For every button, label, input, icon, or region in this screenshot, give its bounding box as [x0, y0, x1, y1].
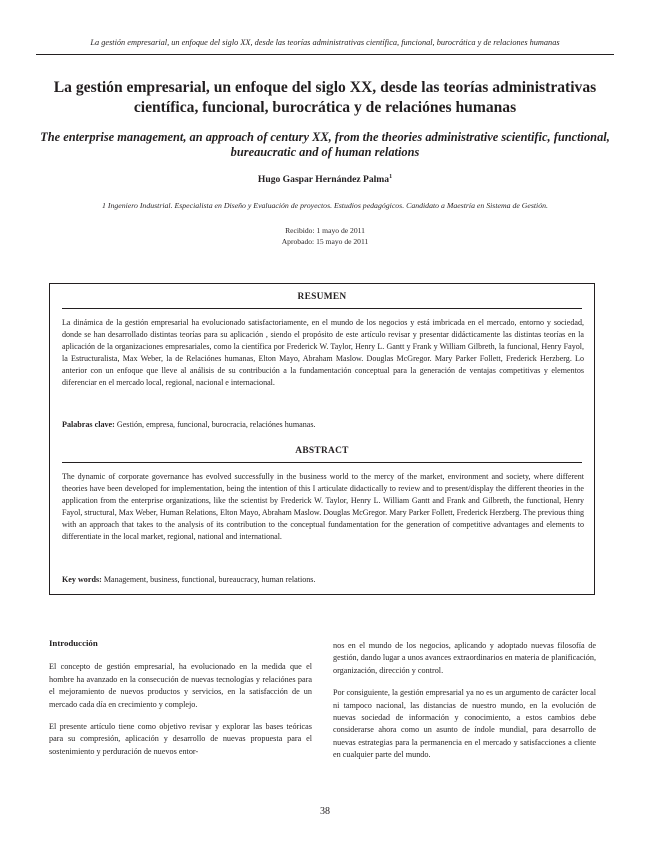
resumen-keywords: [62, 420, 584, 429]
abstract-heading: ABSTRACT: [295, 446, 349, 456]
title-spanish: La gestión empresarial, un enfoque del siglo XX, desde las teorías administrativas científica, funcional, burocrática y de relaciónes humanas: [53, 79, 597, 116]
resumen-heading: RESUMEN: [297, 292, 347, 302]
resumen-rule: [62, 308, 582, 309]
running-head: La gestión empresarial, un enfoque del siglo XX, desde las teorías administrativas científica, funcional, burocrática y de relaciones humanas: [90, 38, 560, 47]
abstract-keywords-label: Key words:: [62, 575, 102, 584]
received-date: Recibido: 1 mayo de 2011: [285, 226, 365, 235]
resumen-text: La dinámica de la gestión empresarial ha evolucionado satisfactoriamente, en el mundo de los negocios y está imbricada en el mercado, entorno y sociedad, donde se han desarrollado distintas teorías para su aplicación , siendo el propósito de este artículo revisar y presentar didácticamente las distintas teorías en la aplicación de la organizaciones empresariales, como la científica por Frederick W. Taylor, Henry L. Gantt y Frank y William Gilbreth, la funcional, Henry Fayol, la Estructuralista, Max Weber, la de Relaciónes humanas, Elton Mayo, Abraham Maslow. Douglas McGregor. Mary Parker Follett, Frederick Herzberg. Lo anterior con un enfoque que lleve al análisis de su contribución a la fundamentación conceptual para la generación de ventajas competitivas y elementos diferenciar en el mercado local, regional, nacional e internacional.: [62, 318, 584, 388]
approved-date: Aprobado: 15 mayo de 2011: [281, 237, 369, 246]
header-rule: [36, 54, 614, 55]
author: [0, 174, 650, 185]
title-english: The enterprise management, an approach of century XX, from the theories administrative scientific, functional, bureaucratic and of human relations: [40, 130, 610, 159]
abstract-keywords: [62, 575, 584, 584]
body-paragraph: Por consiguiente, la gestión empresarial ya no es un argumento de carácter local ni tampoco nacional, las distancias de nuestro mundo, en la evolución de nuevas sociedad de información y conocimiento, a estos cambios debe considerarse ahora como un asunto de índole mundial, para desarrollo de nuevas estrategias para la permanencia en el mercado y satisfacciones a cliente en cualquier parte del mundo.: [333, 688, 596, 760]
page-number: 38: [320, 806, 330, 817]
abstract-keywords-text: Management, business, functional, bureaucracy, human relations.: [103, 575, 316, 584]
abstract-rule: [62, 462, 582, 463]
body-paragraph: El concepto de gestión empresarial, ha evolucionado en la medida que el hombre ha avanzado en la consecución de nuevas tecnologías y relaciónes para el mejoramiento de nuevos productos y servicios, en la satisfacción de un mercado cada día en crecimiento y complejo.: [49, 662, 312, 709]
author-name: Hugo Gaspar Hernández Palma: [257, 174, 390, 186]
body-right-column: [333, 640, 596, 772]
author-affiliation: 1 Ingeniero Industrial. Especialista en Diseño y Evaluación de proyectos. Estudios pedagógicos. Candidato a Maestría en Sistema de Gestión.: [102, 201, 548, 210]
section-heading-introduccion: Introducción: [49, 638, 98, 648]
abstract-text: The dynamic of corporate governance has evolved successfully in the business world to the mercy of the market, environment and society, where different theories have been developed for implementation, being the intention of this I articulate didactically to review and to present/display the different theories in the application from the enterprise organizations, like the scientist by Frederick W. Taylor, Henry L. William Gantt and Frank and Gilbreth, the functional, Henry Fayol, structural, Max Weber, Human Relations, Elton Mayo, Abraham Maslow. Douglas McGregor. Mary Parker Follett, Frederick Herzberg. The previous thing with an approach that takes to the analysis of its contribution to the conceptual fundamentation for the generation of competitive advantages and elements to differentiate in the local market, regional, national and international.: [62, 472, 584, 542]
author-footnote-mark: 1: [389, 174, 393, 180]
abstract-box: [49, 283, 595, 595]
resumen-keywords-label: Palabras clave:: [62, 420, 115, 429]
dates: [0, 225, 650, 247]
body-left-column: [49, 637, 312, 768]
body-paragraph: El presente artículo tiene como objetivo revisar y explorar las bases teóricas para su compresión, aplicación y desarrollo de nuevas propuesta para el sostenimiento y perduración de nuevos entor-: [49, 722, 312, 756]
body-paragraph: nos en el mundo de los negocios, aplicando y adoptado nuevas filosofía de gestión, dando lugar a unos avances extraordinarios en materia de planificación, organización, dirección y control.: [333, 641, 596, 675]
resumen-keywords-text: Gestión, empresa, funcional, burocracia, relaciónes humanas.: [116, 420, 316, 429]
